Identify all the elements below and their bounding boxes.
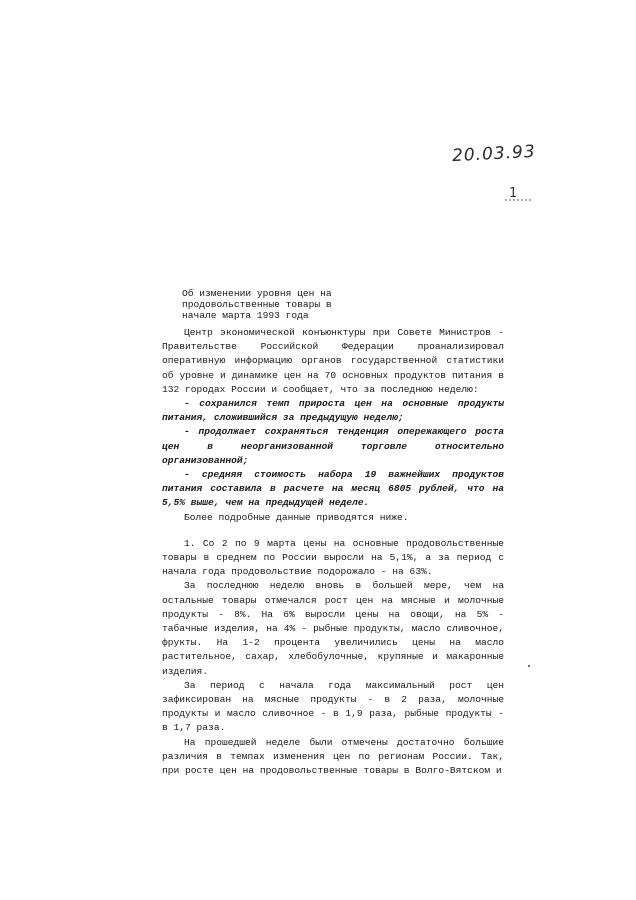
body-paragraph: На прошедшей неделе были отмечены достаточно большие различия в темпах изменения цен по регионам России. Так, при росте цен на продовольственные товары в Волго-Вятском и (162, 736, 504, 777)
document-body (162, 326, 504, 778)
handwritten-page-mark: 1 (509, 186, 518, 201)
body-paragraph: 1. Со 2 по 9 марта цены на основные продовольственные товары в среднем по России выросли на 5,1%, а за период с начала года продовольствие подорожало - на 63%. (162, 537, 504, 578)
title-line: начале марта 1993 года (182, 310, 309, 321)
paragraph-gap (162, 525, 504, 537)
title-line: продовольственные товары в (182, 299, 332, 310)
title-line: Об изменении уровня цен на (182, 288, 332, 299)
page-number-mark-icon (503, 186, 533, 206)
bullet-item: - сохранился темп прироста цен на основные продукты питания, сложившийся за предыдущую неделю; (162, 398, 504, 424)
bullet-item: - средняя стоимость набора 19 важнейших продуктов питания составила в расчете на месяц 6805 рублей, что на 5,5% выше, чем на предыдущей неделе. (162, 469, 504, 509)
scan-speck (528, 665, 530, 667)
details-note: Более подробные данные приводятся ниже. (184, 511, 409, 523)
bullet-item: - продолжает сохраняться тенденция опережающего роста цен в неорганизованной торговле относительно организованной; (162, 426, 504, 466)
intro-paragraph: Центр экономической конъюнктуры при Совете Министров - Правительстве Российской Федерации проанализировал оперативную информацию органов государственной статистики об уровне и динамике цен на 70 основных продуктов питания в 132 городах России и сообщает, что за последнюю неделю: (162, 327, 504, 395)
body-paragraph: За последнюю неделю вновь в большей мере, чем на остальные товары отмечался рост цен на мясные и молочные продукты - 8%. На 6% выросли цены на овощи, на 5% - табачные изделия, на 4% - рыбные продукты, масло сливочное, фрукты. На 1-2 процента увеличились цены на масло растительное, сахар, хлебобулочные, крупяные и макаронные изделия. (162, 580, 504, 677)
handwritten-date: 20.03.93 (451, 141, 537, 167)
document-title (182, 288, 332, 321)
body-paragraph: За период с начала года максимальный рост цен зафиксирован на мясные продукты - в 2 раза, молочные продукты и масло сливочное - в 1,9 раза, рыбные продукты - в 1,7 раза. (162, 679, 504, 734)
